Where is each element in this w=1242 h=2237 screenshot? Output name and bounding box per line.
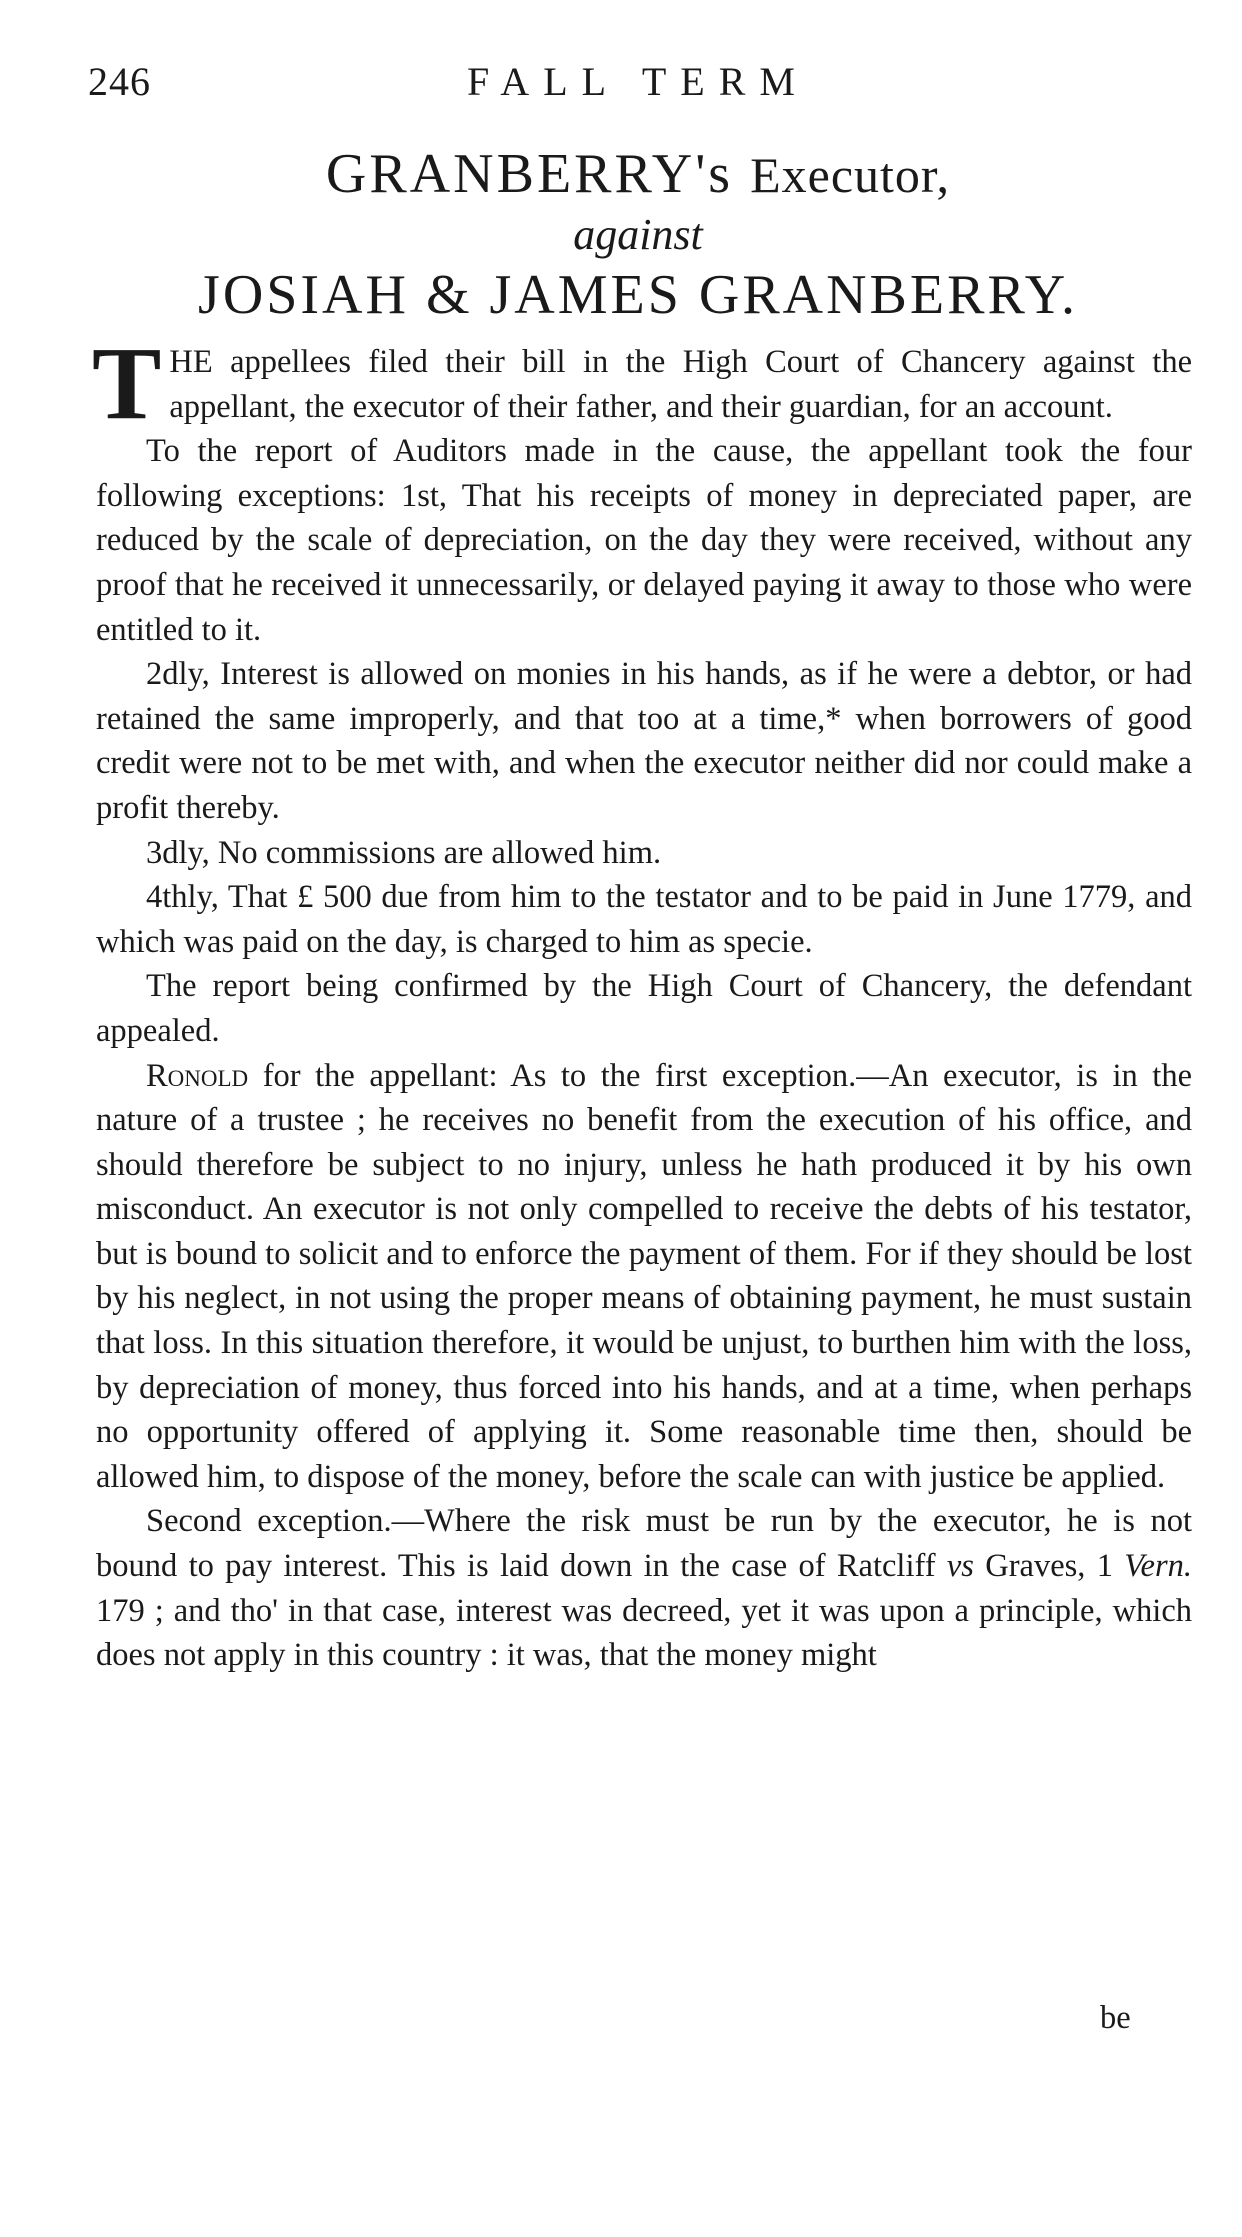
paragraph-6: The report being confirmed by the High Court of Chancery, the defendant appealed.	[96, 968, 1192, 1049]
paragraph-7	[96, 1054, 1192, 1500]
case-defendants: JOSIAH & JAMES GRANBERRY.	[198, 264, 1078, 326]
counsel-name: Ronold	[146, 1057, 249, 1094]
running-head	[88, 58, 1188, 118]
case-plaintiff: GRANBERRY's	[325, 143, 734, 205]
paragraph-1	[92, 326, 1192, 441]
body-text	[92, 326, 1192, 1678]
paragraph-2: To the report of Auditors made in the cause, the appellant took the four following exceptions: 1st, That his receipts of money in depreciated paper, are reduced by the scale of depreciation, on the day they were received, without any proof that he received it unnecessarily, or delayed paying it away to those who were entitled to it.	[96, 433, 1192, 648]
paragraph-3: 2dly, Interest is allowed on monies in his hands, as if he were a debtor, or had retained the same improperly, and that too at a time,* when borrowers of good credit were not to be met with, and when the executor neither did nor could make a profit thereby.	[96, 656, 1192, 826]
paragraph-1-text: HE appellees filed their bill in the High Court of Chancery against the appellant, the executor of their father, and their guardian, for an account.	[169, 344, 1192, 425]
page-number: 246	[88, 59, 151, 104]
catchword: be	[1100, 2000, 1131, 2036]
case-executor: Executor,	[750, 147, 951, 203]
running-title: FALL TERM	[467, 59, 809, 104]
paragraph-4: 3dly, No commissions are allowed him.	[146, 834, 662, 871]
vernon-citation: Vern.	[1124, 1548, 1192, 1585]
drop-cap: T	[92, 326, 162, 441]
paragraph-8	[96, 1499, 1192, 1677]
case-against: against	[573, 210, 703, 259]
paragraph-8-text-a: Second exception.—Where the risk must be run by the executor, he is not bound to pay interest. This is laid down in the case of Ratcliff	[96, 1503, 1192, 1585]
paragraph-8-text-b: Graves, 1	[973, 1548, 1125, 1585]
paragraph-7-text: for the appellant: As to the first exception.—An executor, is in the nature of a trustee ; he receives no benefit from the execution of his office, and should therefore be subject to no injury, unless he hath produced it by his own misconduct. An executor is not only compelled to receive the debts of his testator, but is bound to solicit and to enforce the payment of them. For if they should be lost by his neglect, in not using the proper means of obtaining payment, he must sustain that loss. In this situation therefore, it would be unjust, to burthen him with the loss, by depreciation of money, thus forced into his hands, and at a time, when perhaps no opportunity offered of applying it. Some reasonable time then, should be allowed him, to dispose of the money, before the scale can with justice be applied.	[96, 1057, 1192, 1495]
case-title-plaintiff-line	[88, 140, 1188, 209]
paragraph-5: 4thly, That £ 500 due from him to the testator and to be paid in June 1779, and which was paid on the day, is charged to him as specie.	[96, 879, 1192, 960]
versus-abbrev: vs	[946, 1548, 974, 1585]
paragraph-8-text-c: 179 ; and tho' in that case, interest was decreed, yet it was upon a principle, which does not apply in this country : it was, that the money might	[96, 1592, 1192, 1674]
case-title	[88, 140, 1188, 329]
